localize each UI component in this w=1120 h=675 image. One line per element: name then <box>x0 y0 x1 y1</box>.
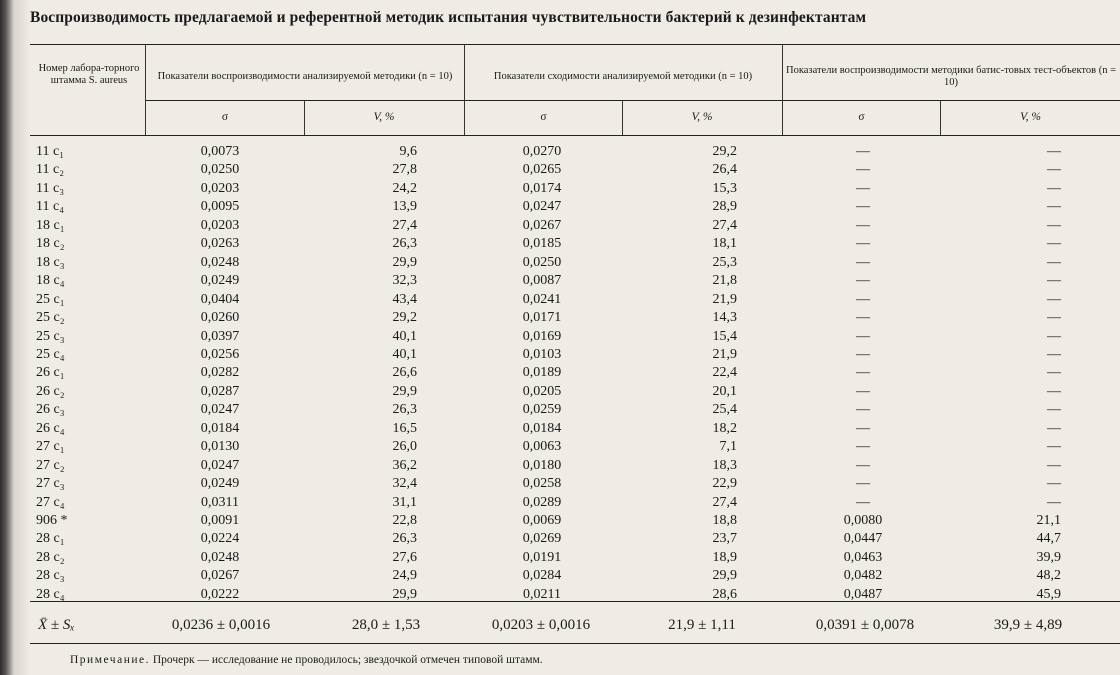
header-group2: Показатели сходимости анализируемой методики (n = 10) <box>493 71 753 82</box>
row-g3-sigma: — <box>856 439 870 455</box>
row-g2-sigma: 0,0103 <box>522 346 562 362</box>
row-g1-sigma: 0,0260 <box>200 310 240 326</box>
row-g2-v: 25,3 <box>712 254 737 270</box>
row-strain: 25 с₄ <box>36 346 65 362</box>
row-g2-v: 21,8 <box>712 273 737 289</box>
row-g3-v: — <box>1047 457 1061 473</box>
row-g1-sigma: 0,0397 <box>200 328 240 344</box>
row-g2-v: 22,4 <box>712 365 737 381</box>
row-g1-v: 29,9 <box>392 383 417 399</box>
row-g2-v: 21,9 <box>712 291 737 307</box>
row-strain: 27 с₃ <box>36 476 65 492</box>
row-g1-sigma: 0,0224 <box>200 531 240 547</box>
row-strain: 11 с₁ <box>36 144 65 159</box>
row-g2-v: 18,3 <box>712 457 737 473</box>
row-g3-sigma: — <box>856 420 870 436</box>
row-strain: 26 с₁ <box>36 365 65 381</box>
row-g1-sigma: 0,0249 <box>200 273 240 289</box>
row-g2-sigma: 0,0269 <box>522 531 562 547</box>
row-g2-sigma: 0,0205 <box>522 383 562 399</box>
row-g2-sigma: 0,0191 <box>522 549 562 565</box>
row-g1-v: 29,9 <box>392 254 417 270</box>
row-g3-v: — <box>1047 420 1061 436</box>
row-strain: 27 с₁ <box>36 439 65 455</box>
row-g2-sigma: 0,0241 <box>522 291 562 307</box>
row-g3-v: — <box>1047 236 1061 252</box>
row-g1-v: 27,4 <box>392 217 417 233</box>
row-g2-v: 15,4 <box>712 328 737 344</box>
row-g1-sigma: 0,0250 <box>200 162 240 178</box>
row-strain: 906 * <box>36 513 68 528</box>
row-g1-v: 40,1 <box>392 328 417 344</box>
row-g3-sigma: — <box>856 236 870 252</box>
row-g3-sigma: — <box>856 494 870 510</box>
row-g3-sigma: 0,0447 <box>843 531 883 547</box>
row-g3-sigma: 0,0482 <box>843 568 883 584</box>
row-g1-sigma: 0,0256 <box>200 346 240 362</box>
row-g2-sigma: 0,0063 <box>522 439 562 455</box>
row-g1-sigma: 0,0263 <box>200 236 240 252</box>
row-g3-v: — <box>1047 273 1061 289</box>
row-g1-v: 24,9 <box>392 568 417 584</box>
row-g2-v: 18,9 <box>712 549 737 565</box>
row-g3-sigma: — <box>856 273 870 289</box>
row-g2-sigma: 0,0258 <box>522 476 562 492</box>
row-g3-v: — <box>1047 476 1061 492</box>
row-g3-v: — <box>1047 402 1061 418</box>
row-g3-v: 48,2 <box>1036 568 1061 584</box>
row-g1-v: 22,8 <box>392 513 417 528</box>
row-g1-v: 43,4 <box>392 291 417 307</box>
row-strain: 11 с₄ <box>36 199 65 215</box>
row-g3-v: 45,9 <box>1036 586 1061 602</box>
row-g1-sigma: 0,0091 <box>200 513 240 528</box>
footnote-lead: Примечание. <box>70 654 150 666</box>
row-strain: 27 с₄ <box>36 494 65 510</box>
row-strain: 11 с₂ <box>36 162 65 178</box>
row-g2-v: 28,6 <box>712 586 737 602</box>
row-g2-v: 25,4 <box>712 402 737 418</box>
summary-g2-sigma: 0,0203 ± 0,0016 <box>491 617 591 633</box>
header-group3: Показатели воспроизводимости методики батис-товых тест-объектов (n = 10) <box>786 65 1117 88</box>
subheader-g2-v: V, % <box>691 111 713 123</box>
row-g3-sigma: — <box>856 328 870 344</box>
row-g3-sigma: — <box>856 346 870 362</box>
row-g1-v: 26,0 <box>392 439 417 455</box>
row-g3-v: — <box>1047 365 1061 381</box>
row-g2-sigma: 0,0284 <box>522 568 562 584</box>
row-g2-sigma: 0,0247 <box>522 199 562 215</box>
row-g1-v: 27,6 <box>392 549 417 565</box>
row-g3-sigma: 0,0463 <box>843 549 883 565</box>
row-strain: 18 с₁ <box>36 217 65 233</box>
row-g3-v: — <box>1047 494 1061 510</box>
row-g2-v: 18,8 <box>712 513 737 528</box>
row-g3-v: — <box>1047 291 1061 307</box>
header-group1: Показатели воспроизводимости анализируемой методики (n = 10) <box>157 71 453 82</box>
row-g1-v: 9,6 <box>399 144 417 159</box>
row-g1-v: 36,2 <box>392 457 417 473</box>
row-g2-sigma: 0,0270 <box>522 144 562 159</box>
row-g2-sigma: 0,0250 <box>522 254 562 270</box>
row-g1-sigma: 0,0203 <box>200 180 240 196</box>
row-g3-sigma: — <box>856 217 870 233</box>
rule-top <box>30 44 1120 45</box>
row-strain: 26 с₂ <box>36 383 65 399</box>
row-g2-v: 26,4 <box>712 162 737 178</box>
row-g1-v: 32,4 <box>392 476 417 492</box>
row-g1-v: 31,1 <box>392 494 417 510</box>
row-g3-v: — <box>1047 310 1061 326</box>
row-strain: 18 с₄ <box>36 273 65 289</box>
rule-bottom <box>30 643 1120 644</box>
row-strain: 25 с₂ <box>36 310 65 326</box>
row-strain: 27 с₂ <box>36 457 65 473</box>
row-g1-sigma: 0,0222 <box>200 586 240 602</box>
row-g1-sigma: 0,0267 <box>200 568 240 584</box>
row-strain: 28 с₄ <box>36 586 65 602</box>
row-g3-v: — <box>1047 144 1061 159</box>
summary-g1-sigma: 0,0236 ± 0,0016 <box>171 617 271 633</box>
row-g3-sigma: — <box>856 254 870 270</box>
row-g1-sigma: 0,0184 <box>200 420 240 436</box>
row-g2-sigma: 0,0069 <box>522 513 562 528</box>
row-strain: 18 с₃ <box>36 254 65 270</box>
row-g2-v: 14,3 <box>712 310 737 326</box>
row-g3-v: — <box>1047 383 1061 399</box>
row-g1-sigma: 0,0247 <box>200 457 240 473</box>
rule-subheader <box>145 100 1120 101</box>
row-g2-v: 28,9 <box>712 199 737 215</box>
row-g2-sigma: 0,0171 <box>522 310 562 326</box>
row-g3-sigma: — <box>856 199 870 215</box>
row-g2-sigma: 0,0169 <box>522 328 562 344</box>
row-g1-sigma: 0,0073 <box>200 144 240 159</box>
row-g2-v: 21,9 <box>712 346 737 362</box>
row-g3-sigma: — <box>856 144 870 159</box>
row-g1-v: 13,9 <box>392 199 417 215</box>
row-g2-v: 29,2 <box>712 144 737 159</box>
row-strain: 25 с₃ <box>36 328 65 344</box>
subheader-g3-sigma: σ <box>858 111 865 123</box>
row-strain: 28 с₁ <box>36 531 65 547</box>
row-g3-sigma: — <box>856 180 870 196</box>
row-g2-v: 18,1 <box>712 236 737 252</box>
row-g3-v: 21,1 <box>1036 513 1061 528</box>
row-strain: 28 с₃ <box>36 568 65 584</box>
row-g1-v: 40,1 <box>392 346 417 362</box>
row-g1-sigma: 0,0248 <box>200 254 240 270</box>
row-g1-sigma: 0,0247 <box>200 402 240 418</box>
summary-g1-v: 28,0 ± 1,53 <box>351 617 421 633</box>
row-g3-sigma: — <box>856 162 870 178</box>
row-g2-sigma: 0,0184 <box>522 420 562 436</box>
row-g1-v: 26,6 <box>392 365 417 381</box>
row-g1-v: 29,9 <box>392 586 417 602</box>
table-title: Воспроизводимость предлагаемой и референтной методик испытания чувствительности бактерий к дезинфектантам <box>30 9 867 26</box>
footnote-text: Прочерк — исследование не проводилось; звездочкой отмечен типовой штамм. <box>152 654 543 666</box>
row-g3-v: — <box>1047 254 1061 270</box>
row-strain: 26 с₄ <box>36 420 65 436</box>
row-strain: 18 с₂ <box>36 236 65 252</box>
row-g3-v: — <box>1047 346 1061 362</box>
summary-g3-sigma: 0,0391 ± 0,0078 <box>815 617 915 633</box>
row-strain: 28 с₂ <box>36 549 65 565</box>
row-g1-v: 26,3 <box>392 236 417 252</box>
row-g3-v: — <box>1047 439 1061 455</box>
row-g3-sigma: — <box>856 365 870 381</box>
row-g1-v: 16,5 <box>392 420 417 436</box>
subheader-g1-v: V, % <box>373 111 395 123</box>
row-g3-sigma: 0,0080 <box>843 513 883 528</box>
row-g3-sigma: — <box>856 457 870 473</box>
row-g2-v: 27,4 <box>712 494 737 510</box>
footnote <box>70 654 543 666</box>
row-g1-sigma: 0,0095 <box>200 199 240 215</box>
row-g1-sigma: 0,0203 <box>200 217 240 233</box>
row-g3-v: — <box>1047 217 1061 233</box>
row-g3-sigma: — <box>856 310 870 326</box>
row-g2-v: 20,1 <box>712 383 737 399</box>
subheader-g1-sigma: σ <box>221 111 229 123</box>
row-g2-sigma: 0,0185 <box>522 236 562 252</box>
row-g2-sigma: 0,0289 <box>522 494 562 510</box>
row-g1-sigma: 0,0282 <box>200 365 240 381</box>
header-strain: Номер лабора-торного штамма S. aureus <box>38 63 140 86</box>
row-g2-v: 7,1 <box>719 439 737 455</box>
row-g2-sigma: 0,0087 <box>522 273 562 289</box>
row-g3-sigma: — <box>856 383 870 399</box>
row-g1-v: 26,3 <box>392 531 417 547</box>
row-g1-v: 24,2 <box>392 180 417 196</box>
row-g3-sigma: — <box>856 291 870 307</box>
row-g1-v: 29,2 <box>392 310 417 326</box>
row-g1-sigma: 0,0287 <box>200 383 240 399</box>
row-g1-sigma: 0,0311 <box>201 494 239 510</box>
row-g3-v: — <box>1047 180 1061 196</box>
row-g2-sigma: 0,0265 <box>522 162 562 178</box>
row-g2-v: 23,7 <box>712 531 737 547</box>
row-strain: 11 с₃ <box>36 180 65 196</box>
row-g2-sigma: 0,0189 <box>522 365 562 381</box>
row-g2-v: 27,4 <box>712 217 737 233</box>
row-g2-sigma: 0,0180 <box>522 457 562 473</box>
row-g2-sigma: 0,0267 <box>522 217 562 233</box>
row-g3-sigma: 0,0487 <box>843 586 883 602</box>
row-strain: 26 с₃ <box>36 402 65 418</box>
subheader-g2-sigma: σ <box>540 111 547 123</box>
row-g3-sigma: — <box>856 402 870 418</box>
row-g3-v: — <box>1047 328 1061 344</box>
row-g1-sigma: 0,0404 <box>200 291 240 307</box>
rule-header-bottom <box>30 135 1120 136</box>
row-g1-sigma: 0,0130 <box>200 439 240 455</box>
row-g2-sigma: 0,0211 <box>523 586 561 602</box>
summary-g2-v: 21,9 ± 1,11 <box>668 617 736 633</box>
row-g2-v: 22,9 <box>712 476 737 492</box>
row-g2-v: 29,9 <box>712 568 737 584</box>
row-g2-sigma: 0,0259 <box>522 402 562 418</box>
row-g3-sigma: — <box>856 476 870 492</box>
row-g3-v: 39,9 <box>1036 549 1061 565</box>
row-g2-v: 15,3 <box>712 180 737 196</box>
row-g3-v: — <box>1047 199 1061 215</box>
row-g2-v: 18,2 <box>712 420 737 436</box>
row-g1-v: 27,8 <box>392 162 417 178</box>
row-g1-v: 32,3 <box>392 273 417 289</box>
row-g3-v: 44,7 <box>1036 531 1061 547</box>
row-g1-v: 26,3 <box>392 402 417 418</box>
subheader-g3-v: V, % <box>1020 111 1041 123</box>
row-g2-sigma: 0,0174 <box>522 180 562 196</box>
summary-g3-v: 39,9 ± 4,89 <box>993 617 1063 633</box>
row-g3-v: — <box>1047 162 1061 178</box>
row-strain: 25 с₁ <box>36 291 65 307</box>
row-g1-sigma: 0,0249 <box>200 476 240 492</box>
summary-label: X̄ ± Sₓ <box>38 617 75 633</box>
row-g1-sigma: 0,0248 <box>200 549 240 565</box>
